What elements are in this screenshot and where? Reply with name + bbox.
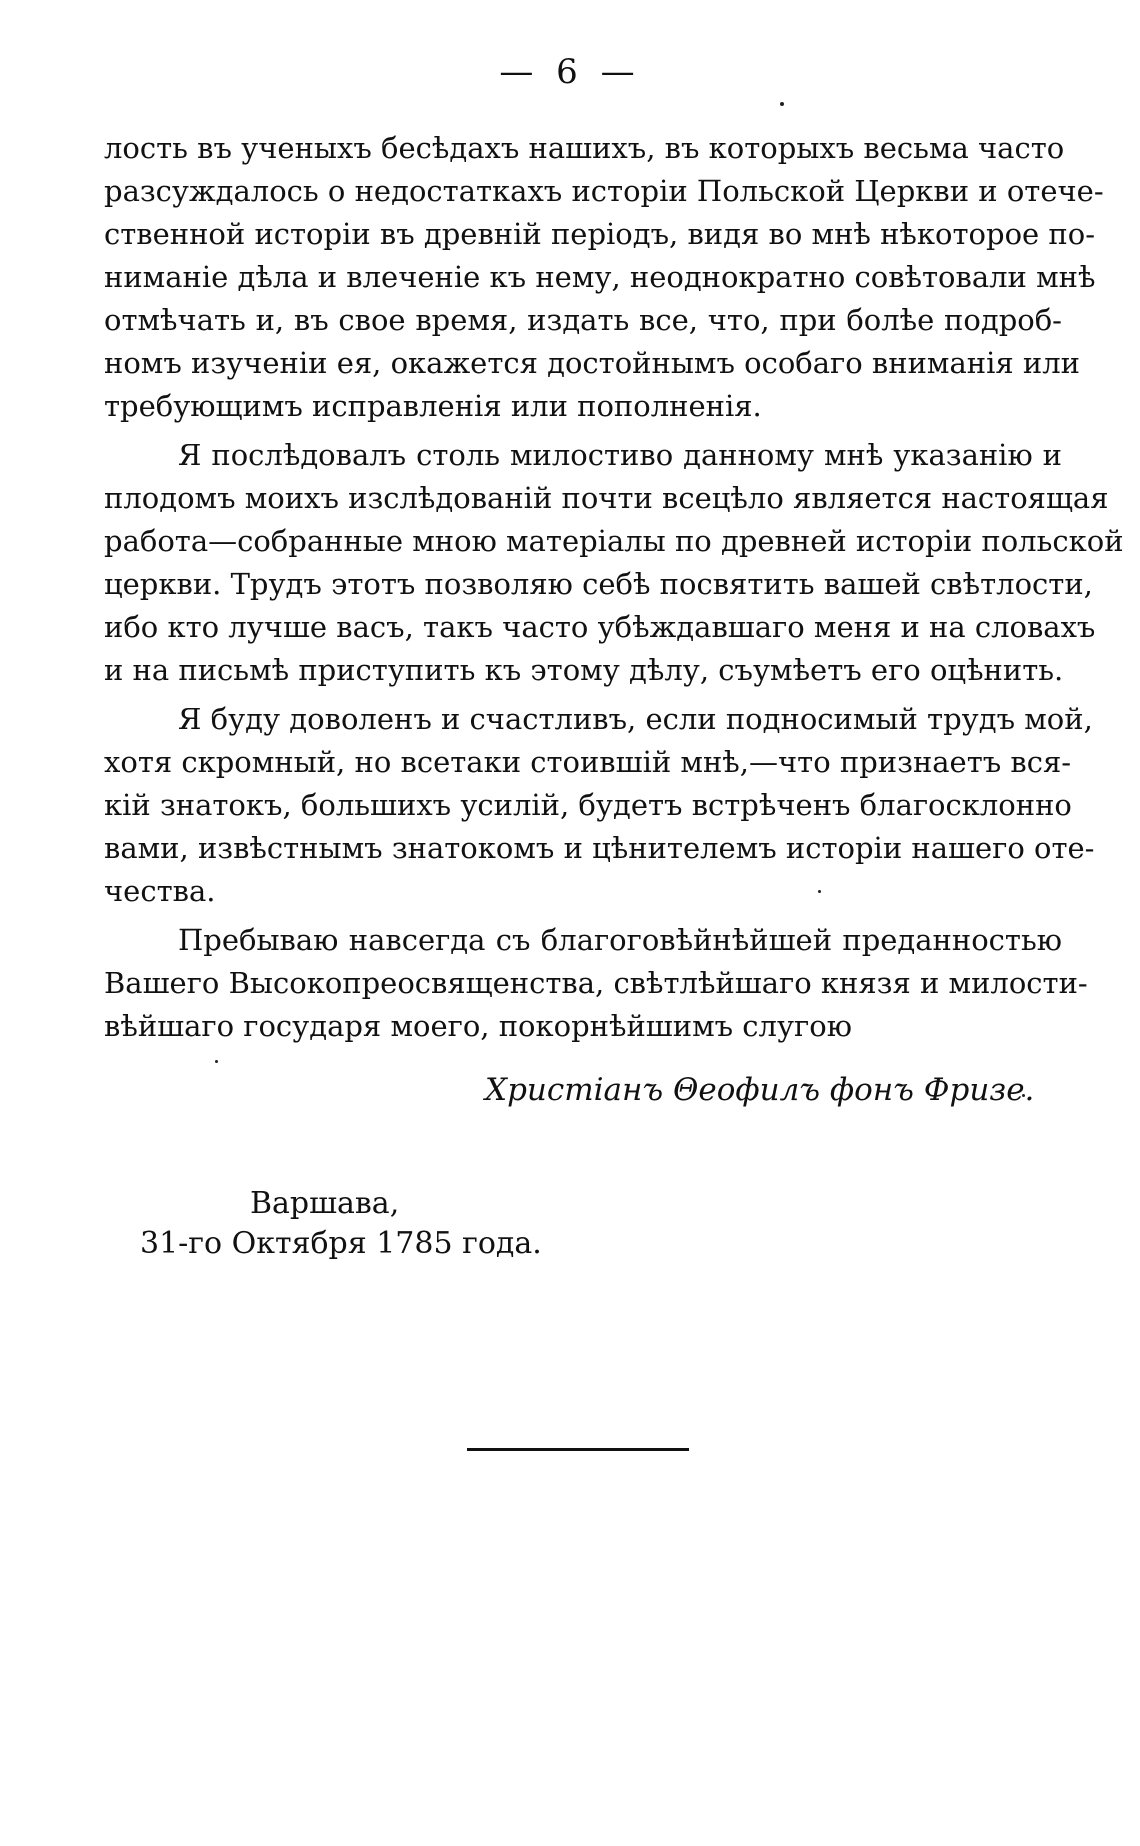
text-line: ниманіе дѣла и влеченіе къ нему, неоднократно совѣтовали мнѣ (104, 260, 1096, 294)
text-line: Я послѣдовалъ столь милостиво данному мнѣ указанію и (178, 438, 1062, 472)
date-line: 31-го Октября 1785 года. (140, 1226, 542, 1261)
page-number: — 6 — (499, 52, 641, 92)
text-line: Я буду доволенъ и счастливъ, если подносимый трудъ мой, (178, 702, 1093, 736)
closing-rule (467, 1448, 689, 1451)
text-line: работа—собранные мною матеріалы по древней исторіи польской (104, 524, 1124, 558)
text-line: Пребываю навсегда съ благоговѣйнѣйшей преданностью (178, 923, 1062, 957)
text-line: номъ изученіи ея, окажется достойнымъ особаго вниманія или (104, 346, 1080, 380)
signature: Христіанъ Θеофилъ фонъ Фризе. (485, 1072, 1035, 1108)
text-line: ственной исторіи въ древній періодъ, видя во мнѣ нѣкоторое по- (104, 217, 1095, 251)
text-line: Вашего Высокопреосвященства, свѣтлѣйшаго князя и милости- (104, 966, 1088, 1000)
text-line: и на письмѣ приступить къ этому дѣлу, съумѣетъ его оцѣнить. (104, 653, 1064, 687)
text-line: отмѣчать и, въ свое время, издать все, что, при болѣе подроб- (104, 303, 1062, 337)
ink-dot (780, 102, 784, 106)
text-line: хотя скромный, но всетаки стоившій мнѣ,—что признаетъ вся- (104, 745, 1072, 779)
text-line: вами, извѣстнымъ знатокомъ и цѣнителемъ исторіи нашего оте- (104, 831, 1095, 865)
text-line: плодомъ моихъ изслѣдованій почти всецѣло является настоящая (104, 481, 1109, 515)
text-line: требующимъ исправленія или пополненія. (104, 389, 762, 423)
text-line: церкви. Трудъ этотъ позволяю себѣ посвятить вашей свѣтлости, (104, 567, 1093, 601)
text-line: ибо кто лучше васъ, такъ часто убѣждавшаго меня и на словахъ (104, 610, 1096, 644)
text-line: лость въ ученыхъ бесѣдахъ нашихъ, въ которыхъ весьма часто (104, 131, 1065, 165)
ink-dot (215, 1060, 218, 1063)
text-line: кій знатокъ, большихъ усилій, будетъ встрѣченъ благосклонно (104, 788, 1072, 822)
text-line: вѣйшаго государя моего, покорнѣйшимъ слугою (104, 1009, 852, 1043)
text-line: чества. (104, 874, 216, 908)
place-line: Варшава, (250, 1186, 400, 1221)
text-line: разсуждалось о недостаткахъ исторіи Польской Церкви и отече- (104, 174, 1104, 208)
